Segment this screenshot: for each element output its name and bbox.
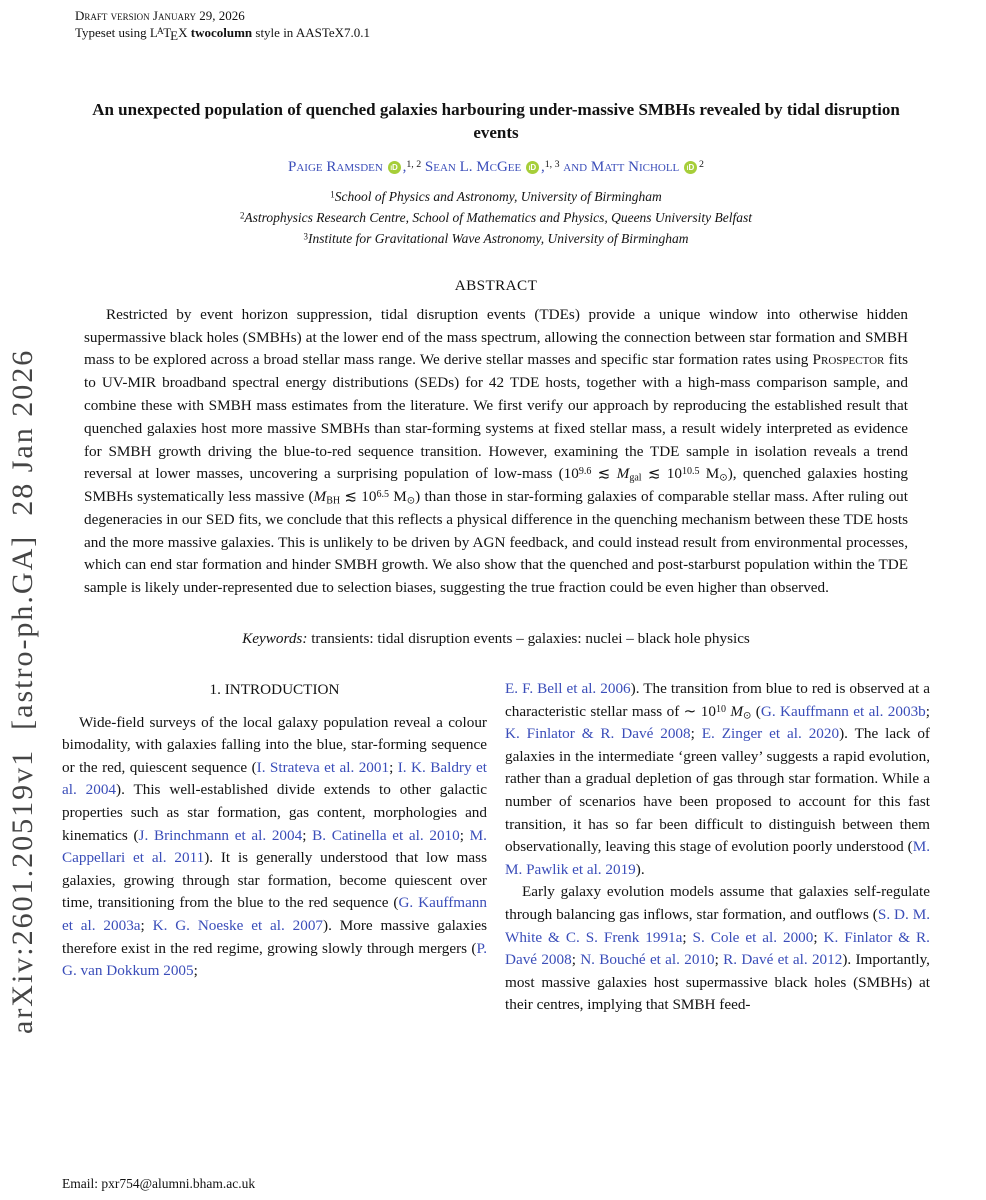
- text-segment: Paige Ramsden: [288, 158, 387, 175]
- text-segment: ). This well-established divide extends to other galactic properties such as star formation, gas content, morphologies and kinematics (: [62, 781, 487, 844]
- text-segment: ) than those in star-forming galaxies of comparable stellar mass. After ruling out degeneracies in our SED fits, we conclude that this reflects a physical difference in the quenching mechanism between these TDE hosts and the more massive galaxies. This is unlikely to be driven by AGN feedback, and could instead result from environmental processes, which can end star formation and hinder SMBH growth. We also show that the quenched and post-starburst population within the TDE sample is likely under-represented due to selection biases, suggesting the true fraction could be even higher than observed.: [84, 488, 908, 597]
- text-segment: T: [163, 25, 172, 40]
- text-segment: ;: [690, 725, 702, 743]
- keywords-line: [62, 630, 930, 648]
- citation-link[interactable]: E. F. Bell et al. 2006: [505, 680, 631, 698]
- text-segment: ). Importantly, most massive galaxies host supermassive black holes (SMBHs) at their centres, implying that SMBH feed-: [505, 951, 930, 1014]
- citation-link[interactable]: M. M. Pawlik et al. 2019: [505, 838, 930, 878]
- left-column: [62, 678, 487, 1017]
- text-segment: ;: [389, 758, 398, 776]
- text-segment: (: [751, 702, 761, 720]
- text-segment: 6.5: [376, 488, 390, 500]
- citation-link[interactable]: J. Brinchmann et al. 2004: [138, 826, 303, 844]
- text-segment: M: [725, 702, 743, 720]
- text-segment: ;: [140, 917, 153, 935]
- text-segment: style in AASTeX7.0.1: [252, 25, 371, 40]
- citation-link[interactable]: I. K. Baldry et al. 2004: [62, 758, 487, 799]
- text-segment: Astrophysics Research Centre, School of Mathematics and Physics, Queens University Belfast: [244, 209, 753, 225]
- arxiv-watermark: arXiv:2601.20519v1 [astro-ph.GA] 28 Jan 2026: [6, 348, 39, 1034]
- text-segment: Typeset using L: [75, 25, 158, 40]
- citation-link[interactable]: G. Kauffmann et al. 2003a: [62, 894, 487, 935]
- citation-link[interactable]: S. D. M. White & C. S. Frenk 1991a: [505, 906, 930, 946]
- text-segment: 10: [715, 703, 726, 715]
- text-segment: and Matt Nicholl: [559, 158, 684, 175]
- abstract-text: [84, 304, 908, 600]
- text-segment: Keywords:: [242, 630, 312, 648]
- citation-link[interactable]: K. G. Noeske et al. 2007: [152, 917, 324, 935]
- citation-link[interactable]: E. Zinger et al. 2020: [701, 725, 840, 743]
- text-segment: E: [170, 27, 179, 43]
- text-segment: ;: [714, 951, 724, 969]
- text-segment: ). The transition from blue to red is observed at a characteristic stellar mass of ∼ 10: [505, 680, 930, 720]
- text-segment: fits to UV-MIR broadband spectral energy distributions (SEDs) for 42 TDE hosts, together with a high-mass comparison sample, and combine these with SMBH mass estimates from the literature. We first verify our approach by reproducing the established result that quenched galaxies host more massive SMBHs than star-forming systems at fixed stellar mass, a result widely interpreted as evidence for SMBH growth driving the blue-to-red sequence transition. However, examining the TDE sample in isolation reveals a trend reversal at lower masses, uncovering a surprising population of low-mass (10: [84, 351, 908, 483]
- text-segment: ;: [682, 928, 693, 946]
- paper-content: [62, 0, 930, 1017]
- text-segment: ).: [635, 860, 645, 878]
- text-segment: 1, 3: [544, 158, 560, 170]
- text-segment: ;: [459, 826, 470, 844]
- text-segment: ;: [925, 702, 930, 720]
- text-segment: ;: [571, 951, 581, 969]
- text-segment: ⊙: [743, 710, 752, 722]
- text-segment: Sean L. McGee: [421, 158, 525, 175]
- text-segment: M: [616, 465, 630, 483]
- text-segment: Restricted by event horizon suppression, tidal disruption events (TDEs) provide a unique window into otherwise hidden supermassive black holes (SMBHs) at the lower end of the mass spectrum, allowing the connection between star formation and SMBH mass to be explored across a broad stellar mass range. We derive stellar masses and specific star formation rates using: [84, 305, 908, 369]
- citation-link[interactable]: R. Davé et al. 2012: [723, 951, 843, 969]
- text-segment: ;: [302, 826, 313, 844]
- orcid-icon[interactable]: iD: [684, 161, 697, 174]
- text-segment: 3: [303, 230, 308, 241]
- text-segment: ≲: [591, 465, 617, 483]
- text-segment: 9.6: [578, 466, 592, 478]
- text-segment: 2: [239, 209, 245, 220]
- citation-link[interactable]: P. G. van Dokkum 2005: [62, 939, 487, 980]
- intro-paragraph-1-continued: [505, 678, 930, 881]
- orcid-icon[interactable]: iD: [388, 161, 401, 174]
- citation-link[interactable]: B. Catinella et al. 2010: [312, 826, 460, 844]
- right-column: [505, 678, 930, 1017]
- text-segment: 10.5: [682, 466, 700, 478]
- text-segment: BH: [326, 495, 341, 507]
- citation-link[interactable]: N. Bouché et al. 2010: [580, 951, 715, 969]
- text-segment: Prospector: [812, 351, 885, 369]
- text-segment: ). More massive galaxies therefore exist in the red regime, growing slowly through mergers (: [62, 917, 487, 957]
- typeset-line: [75, 24, 930, 44]
- text-segment: School of Physics and Astronomy, University of Birmingham: [334, 188, 662, 204]
- text-segment: ≲ 10: [340, 488, 377, 506]
- section-heading-introduction: 1. INTRODUCTION: [209, 681, 340, 699]
- text-segment: 1: [330, 188, 335, 199]
- text-segment: ,: [402, 158, 407, 175]
- draft-version-line: Draft version January 29, 2026: [75, 8, 245, 23]
- abstract-heading: ABSTRACT: [454, 276, 538, 294]
- intro-paragraph-1: [62, 712, 487, 983]
- text-segment: twocolumn: [190, 25, 253, 40]
- citation-link[interactable]: K. Finlator & R. Davé 2008: [505, 928, 930, 969]
- text-segment: ⊙: [406, 495, 416, 507]
- text-segment: M: [313, 488, 327, 506]
- text-segment: ⊙: [719, 472, 728, 484]
- text-segment: ≲ 10: [641, 465, 682, 483]
- text-segment: transients: tidal disruption events – galaxies: nuclei – black hole physics: [311, 630, 750, 648]
- text-segment: ,: [540, 158, 545, 175]
- intro-paragraph-2: [505, 881, 930, 1017]
- text-segment: ), quenched galaxies hosting SMBHs systematically less massive (: [84, 465, 909, 506]
- citation-link[interactable]: K. Finlator & R. Davé 2008: [505, 725, 691, 743]
- paper-title: An unexpected population of quenched galaxies harbouring under-massive SMBHs revealed by tidal disruption events: [92, 99, 900, 142]
- text-segment: Wide-field surveys of the local galaxy population reveal a colour bimodality, with galaxies falling into the blue, star-forming sequence or the red, quiescent sequence (: [62, 713, 487, 776]
- affiliation-1: [62, 186, 930, 207]
- text-segment: ). The lack of galaxies in the intermediate ‘green valley’ suggests a rapid evolution, rather than a gradual depletion of gas through star formation. While a number of scenarios have been proposed to account for this fast transition, it has so far been difficult to distinguish between them observationally, leaving this stage of evolution poorly understood (: [505, 725, 930, 856]
- text-segment: A: [156, 27, 164, 38]
- email-footnote: [62, 1176, 255, 1192]
- two-column-body: [62, 678, 930, 1017]
- citation-link[interactable]: S. Cole et al. 2000: [692, 928, 814, 946]
- affiliations: [62, 186, 930, 249]
- author-list: [62, 159, 930, 176]
- text-segment: ;: [193, 962, 198, 980]
- citation-link[interactable]: M. Cappellari et al. 2011: [62, 826, 487, 867]
- text-segment: 1, 2: [406, 158, 422, 170]
- text-segment: M: [389, 488, 407, 506]
- citation-link[interactable]: G. Kauffmann et al. 2003b: [760, 702, 926, 720]
- text-segment: Early galaxy evolution models assume that galaxies self-regulate through balancing gas inflows, star formation, and outflows (: [505, 883, 930, 924]
- text-segment: M: [699, 465, 720, 483]
- text-segment: X: [178, 25, 191, 40]
- draft-header: [75, 7, 930, 44]
- email-link[interactable]: Email: pxr754@alumni.bham.ac.uk: [62, 1176, 256, 1191]
- text-segment: ). It is generally understood that low mass galaxies, growing through star formation, become quiescent over time, transitioning from the blue to the red sequence (: [62, 849, 487, 912]
- affiliation-2: [62, 207, 930, 228]
- orcid-icon[interactable]: iD: [526, 161, 539, 174]
- text-segment: Institute for Gravitational Wave Astronomy, University of Birmingham: [307, 230, 689, 246]
- text-segment: gal: [629, 472, 642, 484]
- citation-link[interactable]: I. Strateva et al. 2001: [256, 758, 390, 776]
- text-segment: ;: [813, 928, 824, 946]
- affiliation-3: [62, 228, 930, 249]
- text-segment: 2: [699, 158, 704, 170]
